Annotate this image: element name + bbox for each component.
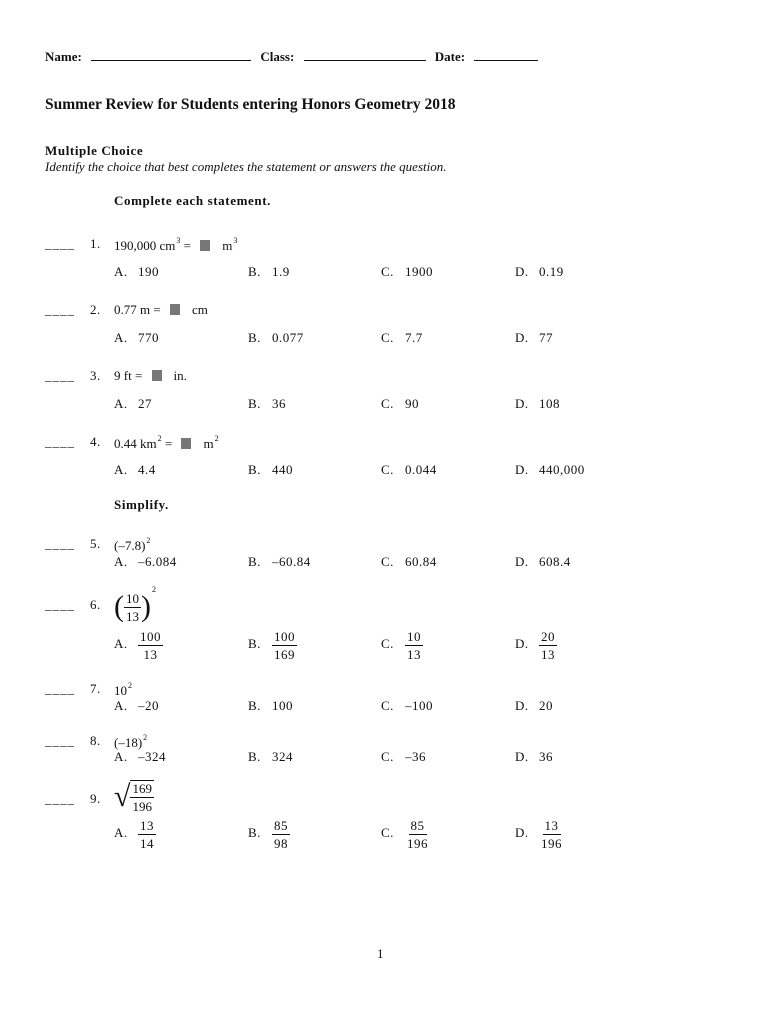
choice-letter: C. — [381, 396, 394, 411]
numerator: 20 — [541, 629, 555, 644]
choice-text: 36 — [539, 749, 553, 764]
subsection-simplify: Simplify. — [114, 497, 169, 512]
choice-a — [114, 818, 156, 851]
class-label: Class: — [260, 49, 295, 64]
answer-blank[interactable]: ____ — [45, 302, 75, 317]
page-title: Summer Review for Students entering Honors Geometry 2018 — [45, 96, 456, 113]
student-info-line — [45, 48, 544, 65]
denominator: 14 — [140, 836, 154, 851]
choice-letter: A. — [114, 396, 128, 411]
exponent: 2 — [143, 733, 148, 742]
question-number: 9. — [90, 791, 101, 806]
choice-fraction — [272, 629, 297, 662]
choice-text: 324 — [272, 749, 293, 764]
choice-letter: B. — [248, 749, 261, 764]
question-number: 8. — [90, 733, 101, 748]
numerator: 85 — [274, 818, 288, 833]
answer-blank[interactable]: ____ — [45, 597, 75, 612]
choice-letter: A. — [114, 554, 128, 569]
choice-b — [248, 554, 311, 570]
choice-d — [515, 396, 560, 412]
choice-b — [248, 396, 286, 412]
choice-c — [381, 629, 423, 662]
choice-fraction — [405, 629, 423, 662]
choice-fraction — [539, 818, 564, 851]
choice-text: 1900 — [405, 264, 433, 279]
stem-rhs: m — [222, 238, 233, 253]
date-field[interactable] — [474, 48, 538, 61]
choice-letter: B. — [248, 636, 261, 652]
numerator: 13 — [140, 818, 154, 833]
question-number: 5. — [90, 536, 101, 551]
choice-b — [248, 698, 293, 714]
radical-icon: √ — [114, 780, 131, 813]
choice-letter: A. — [114, 825, 128, 841]
choice-d — [515, 698, 553, 714]
question-stem — [114, 368, 187, 384]
choice-text: –6.084 — [138, 554, 177, 569]
answer-blank[interactable]: ____ — [45, 681, 75, 696]
numerator: 100 — [274, 629, 295, 644]
question-number: 3. — [90, 368, 101, 383]
choice-d — [515, 264, 564, 280]
choice-text: 608.4 — [539, 554, 571, 569]
choice-text: –60.84 — [272, 554, 311, 569]
question-number: 7. — [90, 681, 101, 696]
choice-letter: C. — [381, 749, 394, 764]
radicand — [130, 780, 154, 814]
choice-letter: A. — [114, 698, 128, 713]
choice-text: 0.044 — [405, 462, 437, 477]
stem-lhs: 9 ft — [114, 368, 132, 383]
denominator: 13 — [126, 608, 139, 624]
stem-lhs: 0.77 m — [114, 302, 151, 317]
choice-letter: B. — [248, 396, 261, 411]
denominator: 98 — [274, 836, 288, 851]
date-label: Date: — [434, 49, 466, 64]
numerator: 169 — [132, 781, 152, 796]
choice-letter: C. — [381, 636, 394, 652]
choice-text: 90 — [405, 396, 419, 411]
stem-base: (–18) — [114, 735, 143, 750]
stem-base: (–7.8) — [114, 538, 146, 553]
choice-text: 770 — [138, 330, 159, 345]
denominator: 196 — [541, 836, 562, 851]
blank-box — [181, 438, 191, 449]
choice-fraction — [138, 818, 156, 851]
choice-d — [515, 818, 564, 851]
choice-d — [515, 749, 553, 765]
choice-d — [515, 629, 557, 662]
question-number: 6. — [90, 597, 101, 612]
stem-lhs: 190,000 cm — [114, 238, 176, 253]
choice-b — [248, 264, 290, 280]
denominator: 196 — [132, 799, 152, 814]
choice-b — [248, 818, 290, 851]
choice-letter: C. — [381, 825, 394, 841]
answer-blank[interactable]: ____ — [45, 368, 75, 383]
instructions: Identify the choice that best completes the statement or answers the question. — [45, 159, 447, 174]
stem-lhs: 0.44 km — [114, 436, 157, 451]
question-stem — [114, 681, 132, 699]
blank-box — [152, 370, 162, 381]
name-label: Name: — [45, 49, 82, 64]
choice-letter: C. — [381, 264, 394, 279]
choice-text: –20 — [138, 698, 159, 713]
page-number: 1 — [377, 946, 384, 961]
choice-c — [381, 698, 433, 714]
choice-c — [381, 818, 430, 851]
choice-letter: C. — [381, 330, 394, 345]
choice-letter: D. — [515, 462, 529, 477]
numerator: 10 — [126, 590, 139, 606]
question-stem — [114, 236, 237, 254]
choice-letter: B. — [248, 462, 261, 477]
choice-a — [114, 264, 159, 280]
left-paren: ( — [114, 590, 124, 624]
question-stem — [114, 780, 154, 814]
name-field[interactable] — [91, 48, 251, 61]
choice-d — [515, 462, 585, 478]
stem-rhs: cm — [191, 302, 208, 317]
choice-letter: B. — [248, 264, 261, 279]
numerator: 10 — [407, 629, 421, 644]
choice-letter: B. — [248, 330, 261, 345]
choice-d — [515, 330, 553, 346]
choice-c — [381, 396, 419, 412]
choice-text: 0.19 — [539, 264, 564, 279]
subsection-complete: Complete each statement. — [114, 193, 271, 208]
question-number: 2. — [90, 302, 101, 317]
question-stem — [114, 585, 156, 624]
denominator: 13 — [143, 647, 158, 662]
choice-b — [248, 749, 293, 765]
choice-d — [515, 554, 571, 570]
exponent: 2 — [146, 536, 151, 545]
choice-letter: B. — [248, 698, 261, 713]
answer-blank[interactable]: ____ — [45, 434, 75, 449]
numerator: 85 — [410, 818, 425, 833]
choice-letter: D. — [515, 396, 529, 411]
choice-a — [114, 330, 159, 346]
stem-rhs: in. — [173, 368, 187, 383]
choice-text: 7.7 — [405, 330, 423, 345]
question-stem — [114, 536, 150, 554]
section-heading: Multiple Choice — [45, 143, 144, 158]
choice-text: 0.077 — [272, 330, 304, 345]
choice-a — [114, 629, 163, 662]
choice-text: 27 — [138, 396, 152, 411]
choice-fraction — [138, 629, 163, 662]
answer-blank[interactable]: ____ — [45, 536, 75, 551]
exponent: 2 — [128, 681, 132, 690]
choice-letter: A. — [114, 462, 128, 477]
numerator: 13 — [544, 818, 559, 833]
answer-blank[interactable]: ____ — [45, 236, 75, 251]
exponent: 3 — [176, 236, 181, 245]
right-paren: ) — [141, 590, 151, 624]
denominator: 169 — [274, 647, 295, 662]
stem-base: 10 — [114, 683, 127, 698]
choice-b — [248, 462, 293, 478]
choice-text: –324 — [138, 749, 166, 764]
question-number: 4. — [90, 434, 101, 449]
class-field[interactable] — [304, 48, 426, 61]
choice-text: –36 — [405, 749, 426, 764]
answer-blank[interactable]: ____ — [45, 733, 75, 748]
choice-letter: A. — [114, 264, 128, 279]
denominator: 196 — [407, 836, 428, 851]
choice-a — [114, 554, 177, 570]
choice-letter: A. — [114, 636, 128, 652]
choice-c — [381, 554, 437, 570]
choice-text: 4.4 — [138, 462, 156, 477]
choice-text: –100 — [405, 698, 433, 713]
choice-letter: D. — [515, 825, 529, 841]
question-stem — [114, 302, 208, 318]
equals-sign: = — [164, 436, 173, 451]
exponent: 2 — [157, 434, 162, 443]
choice-letter: D. — [515, 698, 529, 713]
choice-text: 77 — [539, 330, 553, 345]
blank-box — [200, 240, 210, 251]
choice-a — [114, 396, 152, 412]
choice-text: 440,000 — [539, 462, 585, 477]
choice-text: 1.9 — [272, 264, 290, 279]
choice-letter: A. — [114, 330, 128, 345]
choice-text: 60.84 — [405, 554, 437, 569]
question-stem — [114, 434, 219, 452]
choice-b — [248, 330, 304, 346]
denominator: 13 — [541, 647, 555, 662]
choice-a — [114, 462, 156, 478]
choice-letter: B. — [248, 825, 261, 841]
choice-fraction — [272, 818, 290, 851]
equals-sign: = — [183, 238, 191, 253]
choice-text: 36 — [272, 396, 286, 411]
choice-letter: A. — [114, 749, 128, 764]
choice-letter: D. — [515, 636, 529, 652]
denominator: 13 — [407, 647, 421, 662]
answer-blank[interactable]: ____ — [45, 791, 75, 806]
choice-letter: D. — [515, 264, 529, 279]
blank-box — [170, 304, 180, 315]
question-number: 1. — [90, 236, 101, 251]
choice-c — [381, 462, 437, 478]
choice-c — [381, 330, 423, 346]
choice-letter: C. — [381, 462, 394, 477]
choice-letter: D. — [515, 554, 529, 569]
stem-fraction — [124, 591, 141, 624]
choice-text: 20 — [539, 698, 553, 713]
choice-a — [114, 698, 159, 714]
choice-text: 190 — [138, 264, 159, 279]
choice-letter: C. — [381, 698, 394, 713]
choice-text: 440 — [272, 462, 293, 477]
choice-letter: B. — [248, 554, 261, 569]
choice-fraction — [539, 629, 557, 662]
equals-sign: = — [153, 302, 161, 317]
choice-text: 108 — [539, 396, 560, 411]
choice-b — [248, 629, 297, 662]
exponent: 2 — [152, 585, 156, 594]
numerator: 100 — [140, 629, 161, 644]
choice-a — [114, 749, 166, 765]
equals-sign: = — [134, 368, 143, 383]
choice-fraction — [405, 818, 430, 851]
choice-letter: D. — [515, 749, 529, 764]
choice-c — [381, 749, 426, 765]
choice-c — [381, 264, 433, 280]
exponent: 2 — [214, 434, 219, 443]
exponent: 3 — [233, 236, 238, 245]
choice-letter: C. — [381, 554, 394, 569]
stem-rhs: m — [203, 436, 214, 451]
choice-text: 100 — [272, 698, 293, 713]
choice-letter: D. — [515, 330, 529, 345]
